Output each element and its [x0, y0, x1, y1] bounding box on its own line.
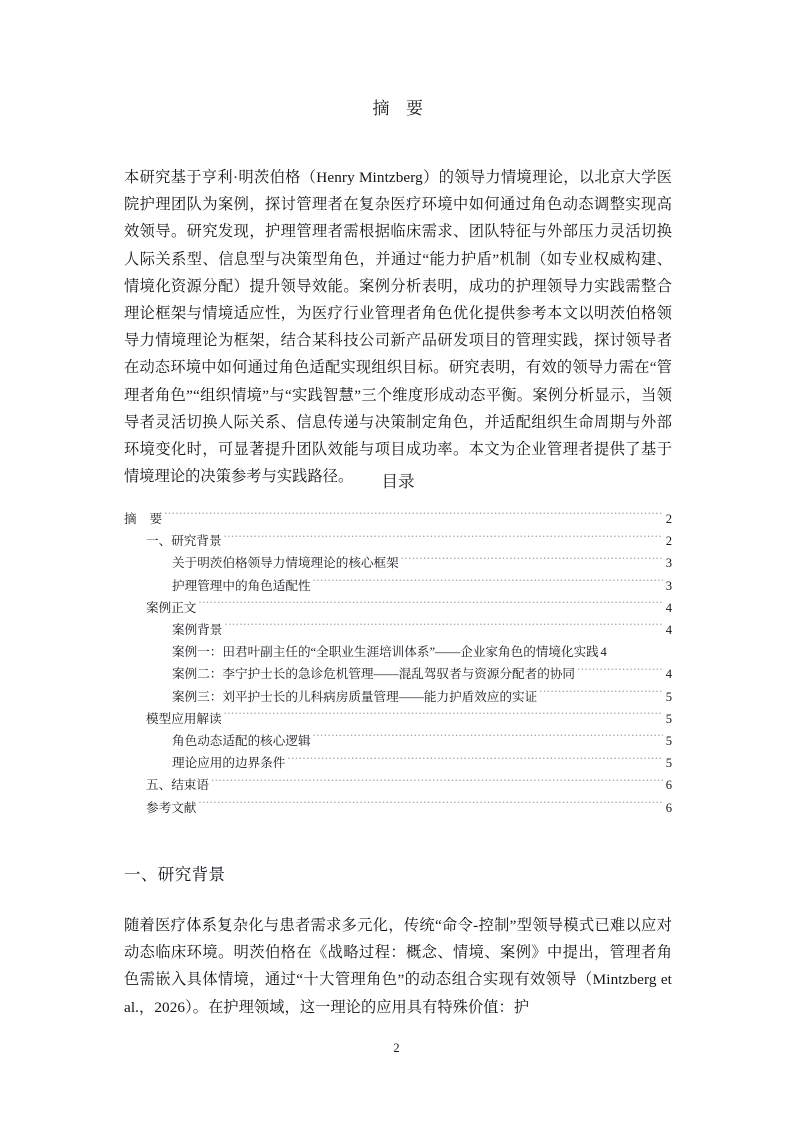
- toc-entry-page: 5: [665, 711, 672, 726]
- toc-entry-label: 关于明茨伯格领导力情境理论的核心框架: [172, 556, 399, 571]
- toc-leader-dots: [211, 777, 663, 790]
- toc-entry-page: 5: [665, 734, 672, 749]
- toc-entry-page: 5: [665, 756, 672, 771]
- toc-entry[interactable]: [124, 552, 672, 574]
- toc-entry-page: 2: [665, 512, 672, 526]
- toc-entry-page: 5: [665, 689, 672, 704]
- toc-title: 目录: [381, 472, 415, 491]
- toc-entry[interactable]: [124, 530, 672, 552]
- toc-entry-label: 案例一：田君叶副主任的“全职业生涯培训体系”——企业家角色的情境化实践: [172, 645, 599, 660]
- abstract-title-left: 摘: [372, 99, 390, 118]
- toc-entry-label: 案例背景: [172, 623, 223, 638]
- toc-entry-label: 案例正文: [146, 600, 197, 615]
- toc-entry[interactable]: [124, 686, 672, 708]
- toc-leader-dots: [539, 688, 663, 701]
- toc-entry-page: 4: [665, 667, 672, 682]
- toc-entry-label: 一、研究背景: [146, 534, 222, 549]
- toc-entry[interactable]: [124, 508, 672, 530]
- toc-entry[interactable]: [124, 752, 672, 774]
- toc-entry[interactable]: [124, 597, 672, 619]
- toc-entry-label: 摘 要: [124, 512, 163, 526]
- toc-entry[interactable]: [124, 575, 672, 597]
- toc-entry[interactable]: [124, 663, 672, 685]
- toc-list: [124, 508, 672, 819]
- toc-entry-label: 理论应用的边界条件: [172, 756, 286, 771]
- abstract-body-text: 本研究基于亨利·明茨伯格（Henry Mintzberg）的领导力情境理论，以北京大学医院护理团队为案例，探讨管理者在复杂医疗环境中如何通过角色动态调整实现高效领导。研究发现，护理管理者需根据临床需求、团队特征与外部压力灵活切换人际关系型、信息型与决策型角色，并通过“能力护盾”机制（如专业权威构建、情境化资源分配）提升领导效能。案例分析表明，成功的护理领导力实践需整合理论框架与情境适应性，为医疗行业管理者角色优化提供参考本文以明茨伯格领导力情境理论为框架，结合某科技公司新产品研发项目的管理实践，探讨领导者在动态环境中如何通过角色适配实现组织目标。研究表明，有效的领导力需在“管理者角色”“组织情境”与“实践智慧”三个维度形成动态平衡。案例分析显示，当领导者灵活切换人际关系、信息传递与决策制定角色，并适配组织生命周期与外部环境变化时，可显著提升团队效能与项目成功率。本文为企业管理者提供了基于情境理论的决策参考与实践路径。: [124, 169, 672, 486]
- toc-leader-dots: [164, 510, 663, 523]
- toc-entry-page: 4: [665, 600, 672, 615]
- chapter-body-text: 随着医疗体系复杂化与患者需求多元化，传统“命令-控制”型领导模式已难以应对动态临床环境。明茨伯格在《战略过程：概念、情境、案例》中提出，管理者角色需嵌入具体情境，通过“十大管理角色”的动态组合实现有效领导（Mintzberg et al.，2026）。在护理领域，这一理论的应用具有特殊价值：护: [124, 917, 672, 1016]
- toc-entry-page: 4: [665, 623, 672, 638]
- toc-leader-dots: [287, 755, 663, 768]
- page-number: 2: [393, 1041, 400, 1055]
- toc-entry-page: 6: [665, 800, 672, 815]
- toc-leader-dots: [224, 621, 663, 634]
- toc-leader-dots: [224, 533, 663, 546]
- toc-entry[interactable]: [124, 797, 672, 819]
- toc-entry-label: 五、结束语: [146, 778, 209, 793]
- toc-leader-dots: [198, 799, 663, 812]
- toc-entry-label: 模型应用解读: [146, 711, 222, 726]
- chapter-section: [124, 862, 672, 1021]
- toc-entry[interactable]: [124, 730, 672, 752]
- toc-entry[interactable]: [124, 774, 672, 796]
- toc-entry-label: 护理管理中的角色适配性: [172, 578, 311, 593]
- toc-entry-label: 案例二：李宁护士长的急诊危机管理——混乱驾驭者与资源分配者的协同: [172, 667, 575, 682]
- toc-entry[interactable]: [124, 708, 672, 730]
- toc-entry[interactable]: [124, 641, 672, 663]
- toc-entry-label: 角色动态适配的核心逻辑: [172, 734, 311, 749]
- toc-leader-dots: [313, 577, 663, 590]
- toc-entry-page: 3: [665, 578, 672, 593]
- toc-leader-dots: [198, 599, 663, 612]
- toc-leader-dots: [401, 555, 663, 568]
- chapter-heading: 一、研究背景: [124, 865, 226, 884]
- abstract-section: [124, 96, 672, 490]
- toc-leader-dots: [224, 710, 663, 723]
- toc-entry-label: 参考文献: [146, 800, 197, 815]
- toc-leader-dots: [577, 666, 663, 679]
- abstract-title-right: 要: [406, 99, 424, 118]
- toc-entry-label: 案例三：刘平护士长的儿科病房质量管理——能力护盾效应的实证: [172, 689, 538, 704]
- toc-entry-page: 3: [665, 556, 672, 571]
- toc-entry-page: 6: [665, 778, 672, 793]
- toc-leader-dots: [313, 732, 663, 745]
- toc-entry-page: 4: [600, 645, 607, 660]
- table-of-contents: [124, 470, 672, 819]
- toc-entry[interactable]: [124, 619, 672, 641]
- abstract-title: [124, 96, 672, 122]
- toc-entry-page: 2: [665, 534, 672, 549]
